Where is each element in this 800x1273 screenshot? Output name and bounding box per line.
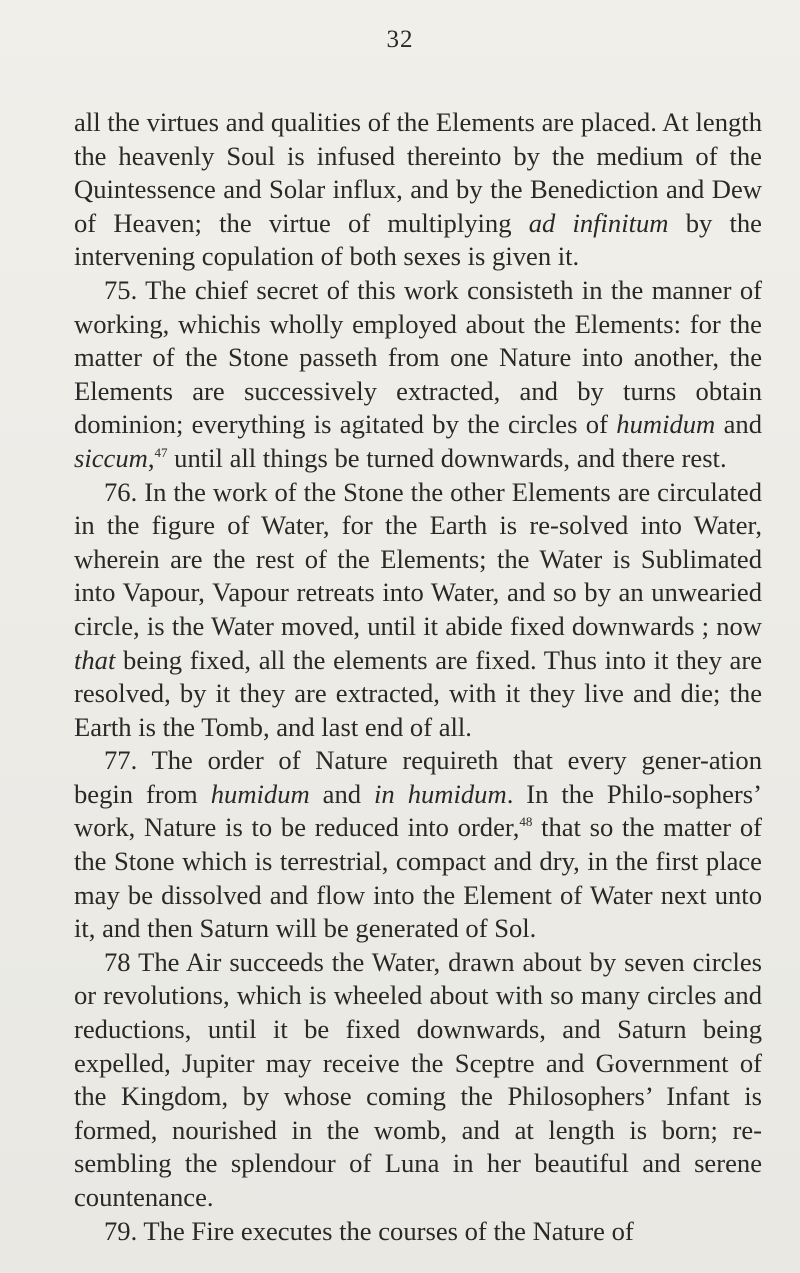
paragraph-number: 77.	[104, 745, 138, 776]
text-run: The order of Nature requireth that every gener-ation begin from	[74, 745, 762, 809]
text-run: The Air succeeds the Water, drawn about by seven circles or revolutions, which is wheeled about with so many circles and reductions, until it be fixed downwards, and Saturn being expelled, Jupiter may receive the Sceptre and Government of the Kingdom, by whose coming the Philosophers’ Infant is formed, nourished in the womb, and at length is born; re-sembling the splendour of Luna in her beautiful and serene countenance.	[74, 946, 762, 1212]
paragraph-79	[74, 1215, 762, 1249]
paragraph-continuation	[74, 106, 762, 274]
footnote-marker: 48	[519, 814, 533, 830]
text-run: all the virtues and qualities of the Elements are placed. At length the heavenly Soul is infused thereinto by the medium of the Quintessence and Solar influx, and by the Benediction and Dew of Heaven; the virtue of multiplying	[74, 107, 762, 238]
paragraph-78	[74, 946, 762, 1215]
text-run: and	[715, 409, 762, 440]
footnote-marker: 47	[154, 445, 168, 461]
italic-run: siccum	[74, 442, 148, 473]
body-text	[74, 106, 762, 1248]
italic-run: humidum	[210, 778, 310, 809]
paragraph-number: 75.	[104, 274, 138, 305]
text-run: and	[309, 778, 375, 809]
italic-run: humidum	[616, 409, 716, 440]
italic-run: ad infinitum	[528, 207, 669, 238]
text-run: ,	[147, 442, 155, 473]
paragraph-number: 79.	[104, 1215, 138, 1246]
text-run: . In the Philo-sophers’ work, Nature is to be reduced into order,	[74, 778, 762, 843]
paragraph-number: 76.	[104, 476, 138, 507]
text-run: until all things be turned downwards, and there rest.	[167, 442, 727, 473]
paragraph-77	[74, 744, 762, 946]
text-run: The Fire executes the courses of the Nature of	[143, 1215, 634, 1246]
italic-run: that	[74, 644, 116, 675]
text-run: being fixed, all the elements are fixed. Thus into it they are resolved, by it they are extracted, with it they live and die; the Earth is the Tomb, and last end of all.	[74, 644, 762, 742]
paragraph-76	[74, 476, 762, 745]
text-run: In the work of the Stone the other Elements are circulated in the figure of Water, for the Earth is re-solved into Water, wherein are the rest of the Elements; the Water is Sublimated into Vapour, Vapour retreats into Water, and so by an unwearied circle, is the Water moved, until it abide fixed downwards ; now	[74, 476, 762, 641]
text-run: The chief secret of this work consisteth in the manner of working, whichis wholly employed about the Elements: for the matter of the Stone passeth from one Nature into another, the Elements are successively extracted, and by turns obtain dominion; everything is agitated by the circles of	[74, 274, 762, 440]
page-number: 32	[386, 26, 414, 53]
text-run: that so the matter of the Stone which is terrestrial, compact and dry, in the first place may be dissolved and flow into the Element of Water next unto it, and then Saturn will be generated of Sol.	[74, 812, 762, 944]
text-run: by the intervening copulation of both sexes is given it.	[74, 207, 762, 272]
paragraph-75	[74, 274, 762, 476]
italic-run: in humidum	[374, 778, 507, 809]
paragraph-number: 78	[104, 946, 131, 977]
